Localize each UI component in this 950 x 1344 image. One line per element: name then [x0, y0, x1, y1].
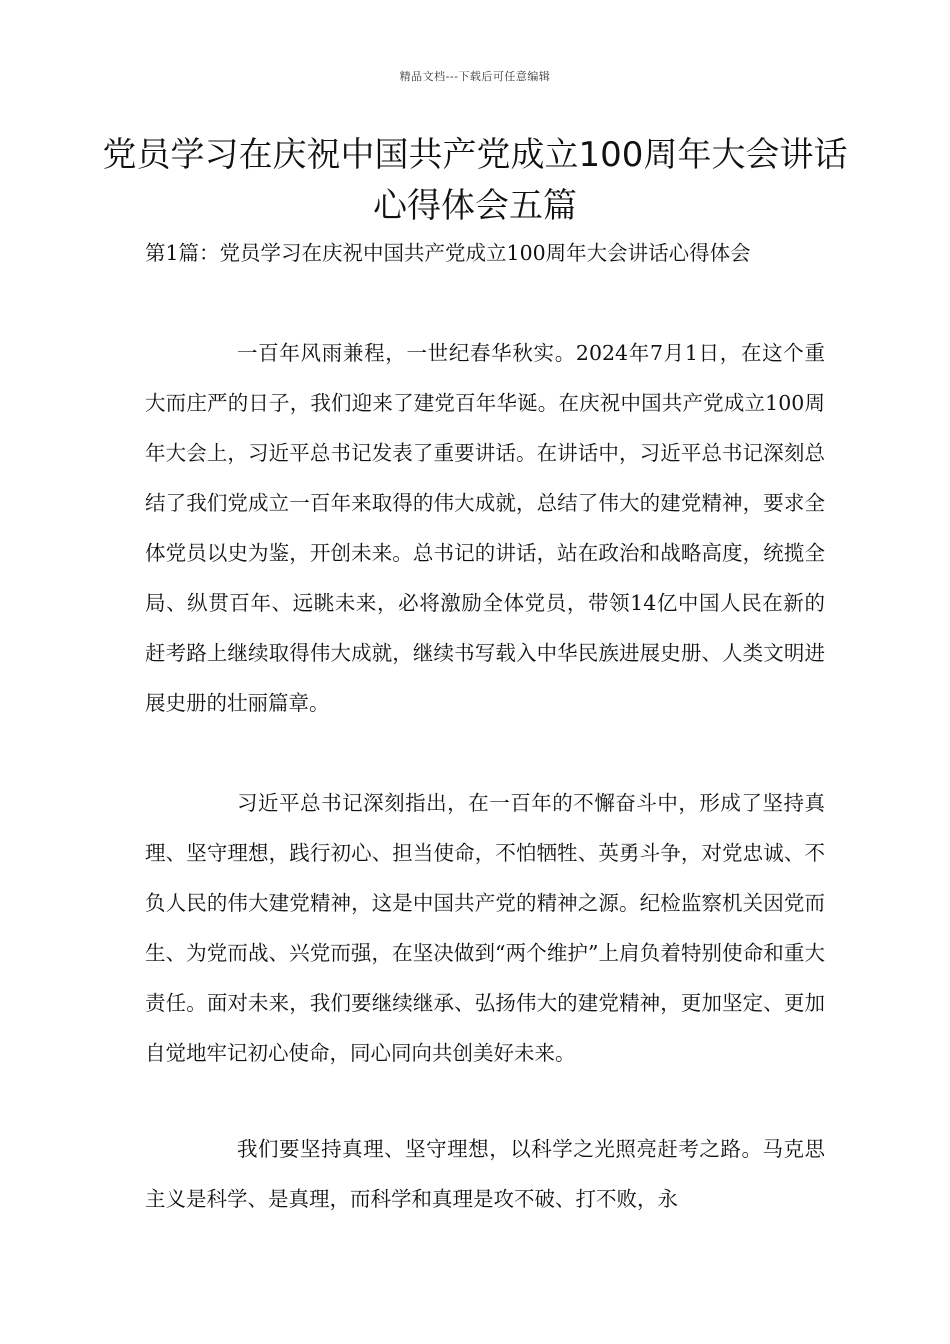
body-paragraph: 习近平总书记深刻指出，在一百年的不懈奋斗中，形成了坚持真理、坚守理想，践行初心、担当使命，不怕牺牲、英勇斗争，对党忠诚、不负人民的伟大建党精神，这是中国共产党的精神之源。纪检监察机关因党而生、为党而战、兴党而强，在坚决做到“两个维护”上肩负着特别使命和重大责任。面对未来，我们要继续继承、弘扬伟大的建党精神，更加坚定、更加自觉地牢记初心使命，同心同向共创美好未来。 [145, 791, 825, 1065]
body-paragraph: 我们要坚持真理、坚守理想，以科学之光照亮赶考之路。马克思主义是科学、是真理，而科学和真理是攻不破、打不败，永 [145, 1137, 825, 1211]
body-paragraph: 一百年风雨兼程，一世纪春华秋实。2024年7月1日，在这个重大而庄严的日子，我们迎来了建党百年华诞。在庆祝中国共产党成立100周年大会上，习近平总书记发表了重要讲话。在讲话中，习近平总书记深刻总结了我们党成立一百年来取得的伟大成就，总结了伟大的建党精神，要求全体党员以史为鉴，开创未来。总书记的讲话，站在政治和战略高度，统揽全局、纵贯百年、远眺未来，必将激励全体党员，带领14亿中国人民在新的赶考路上继续取得伟大成就，继续书写载入中华民族进展史册、人类文明进展史册的壮丽篇章。 [145, 341, 825, 715]
section-title: 第1篇：党员学习在庆祝中国共产党成立100周年大会讲话心得体会 [145, 241, 751, 265]
header-note: 精品文档---下载后可任意编辑 [399, 70, 551, 83]
document-title: 党员学习在庆祝中国共产党成立100周年大会讲话心得体会五篇 [102, 135, 848, 226]
